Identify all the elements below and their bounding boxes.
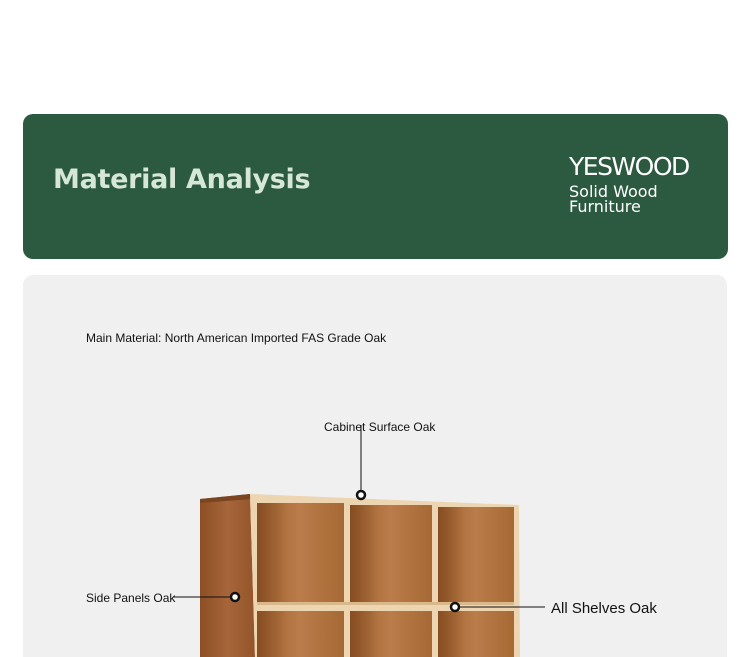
callout-cabinet-surface: Cabinet Surface Oak (324, 420, 436, 434)
cabinet-side-panel (200, 494, 255, 657)
callout-side-panels: Side Panels Oak (86, 591, 176, 605)
callout-side-marker (231, 593, 239, 601)
callout-top-marker (357, 491, 365, 499)
brand-name: YESWOOD (569, 152, 689, 181)
callout-all-shelves: All Shelves Oak (551, 600, 657, 617)
brand-block (569, 152, 699, 214)
callout-shelves-marker (451, 603, 459, 611)
brand-tagline: Solid Wood Furniture (569, 182, 658, 216)
material-panel (23, 275, 727, 657)
page-title: Material Analysis (53, 164, 311, 195)
main-material-text: Main Material: North American Imported FAS Grade Oak (86, 331, 387, 345)
header-banner (23, 114, 728, 259)
